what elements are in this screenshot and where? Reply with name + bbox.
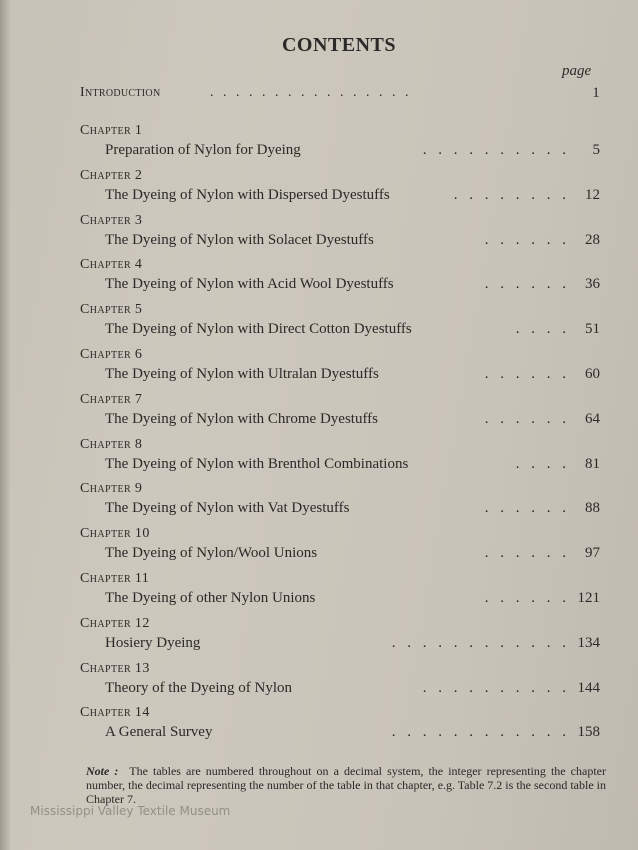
chapter-page-number: 36 — [585, 276, 600, 293]
chapter-page-number: 134 — [577, 634, 600, 651]
chapter-page-number: 5 — [592, 142, 600, 158]
chapter-leader-dots: . . . . . . . . — [453, 186, 570, 203]
chapter-entry — [80, 705, 600, 750]
chapter-heading: Chapter 9 — [80, 481, 143, 497]
chapter-heading: Chapter 4 — [80, 257, 143, 273]
chapter-heading: Chapter 8 — [80, 436, 143, 452]
chapter-title: The Dyeing of Nylon/Wool Unions — [105, 545, 318, 562]
chapter-entry — [80, 168, 600, 213]
chapter-entry — [80, 437, 600, 482]
chapter-page-number: 28 — [585, 231, 600, 248]
chapter-title: The Dyeing of Nylon with Vat Dyestuffs — [105, 500, 350, 517]
chapter-leader-dots: . . . . — [515, 321, 570, 338]
chapter-leader-dots: . . . . . . . . . . — [422, 679, 570, 696]
chapter-heading: Chapter 5 — [80, 302, 143, 318]
chapter-page-number: 121 — [577, 590, 600, 606]
chapter-heading: Chapter 2 — [80, 167, 143, 183]
chapter-title: The Dyeing of Nylon with Solacet Dyestuffs — [105, 231, 374, 248]
chapter-page-number: 158 — [577, 724, 600, 741]
chapter-title: Theory of the Dyeing of Nylon — [105, 679, 293, 696]
chapter-leader-dots: . . . . . . — [484, 590, 570, 606]
chapter-leader-dots: . . . . . . — [484, 500, 570, 517]
introduction-label: Introduction — [80, 85, 161, 100]
chapter-page-number: 51 — [585, 321, 600, 338]
introduction-leader-dots: . . . . . . . . . . . . . . . . — [210, 85, 412, 100]
chapter-heading: Chapter 1 — [80, 123, 143, 138]
introduction-page-number: 1 — [592, 85, 600, 101]
page-edge — [0, 0, 10, 850]
chapter-title: The Dyeing of Nylon with Acid Wool Dyestuffs — [105, 276, 394, 293]
chapter-page-number: 60 — [585, 366, 600, 382]
chapter-title: The Dyeing of Nylon with Direct Cotton Dyestuffs — [105, 321, 412, 338]
chapter-entry — [80, 481, 600, 526]
chapter-page-number: 88 — [585, 500, 600, 517]
chapter-entry — [80, 392, 600, 437]
chapter-leader-dots: . . . . . . — [484, 410, 570, 427]
chapter-entry — [80, 347, 600, 392]
chapter-heading: Chapter 7 — [80, 391, 143, 407]
chapter-heading: Chapter 12 — [80, 615, 150, 631]
chapter-entry — [80, 257, 600, 302]
introduction-entry — [80, 85, 600, 105]
contents-title: CONTENTS — [281, 34, 397, 56]
chapter-heading: Chapter 3 — [80, 212, 143, 228]
chapter-title: The Dyeing of Nylon with Chrome Dyestuffs — [105, 410, 379, 427]
chapter-leader-dots: . . . . . . — [484, 231, 570, 248]
chapter-entry — [80, 302, 600, 347]
chapter-page-number: 81 — [585, 455, 600, 472]
chapter-entry — [80, 571, 600, 616]
chapter-leader-dots: . . . . . . — [484, 276, 570, 293]
chapter-leader-dots: . . . . . . . . . . . . — [391, 634, 570, 651]
chapter-leader-dots: . . . . . . — [484, 366, 570, 382]
chapter-page-number: 97 — [585, 545, 600, 562]
chapter-title: The Dyeing of Nylon with Brenthol Combinations — [105, 455, 409, 472]
chapter-page-number: 144 — [577, 679, 600, 696]
chapter-title: A General Survey — [105, 724, 213, 741]
chapter-heading: Chapter 6 — [80, 347, 143, 362]
chapter-leader-dots: . . . . . . . . . . . . — [391, 724, 570, 741]
chapter-page-number: 12 — [585, 186, 600, 203]
chapter-leader-dots: . . . . . . — [484, 545, 570, 562]
note-text: The tables are numbered throughout on a decimal system, the integer representing the chapter number, the decimal representing the number of the table in that chapter, e.g. Table 7.2 is the second table in Chapter 7. — [86, 764, 606, 806]
museum-watermark: Mississippi Valley Textile Museum — [30, 804, 231, 818]
chapter-page-number: 64 — [585, 410, 600, 427]
page-column-label: page — [562, 63, 592, 79]
chapter-entry — [80, 526, 600, 571]
chapter-title: The Dyeing of other Nylon Unions — [105, 590, 316, 606]
chapter-leader-dots: . . . . — [515, 455, 570, 472]
chapter-title: Hosiery Dyeing — [105, 634, 201, 651]
chapter-heading: Chapter 10 — [80, 526, 150, 542]
chapter-entry — [80, 123, 600, 168]
note-label: Note : — [86, 764, 119, 778]
chapter-heading: Chapter 11 — [80, 571, 150, 586]
chapter-title: The Dyeing of Nylon with Ultralan Dyestuffs — [105, 366, 379, 382]
chapter-heading: Chapter 13 — [80, 660, 150, 676]
chapter-heading: Chapter 14 — [80, 705, 150, 721]
chapter-entry — [80, 213, 600, 258]
chapter-title: Preparation of Nylon for Dyeing — [105, 142, 301, 158]
chapter-entry — [80, 616, 600, 661]
chapter-title: The Dyeing of Nylon with Dispersed Dyestuffs — [105, 186, 390, 203]
chapter-entry — [80, 661, 600, 706]
note-paragraph — [86, 764, 606, 806]
chapter-leader-dots: . . . . . . . . . . — [422, 142, 570, 158]
